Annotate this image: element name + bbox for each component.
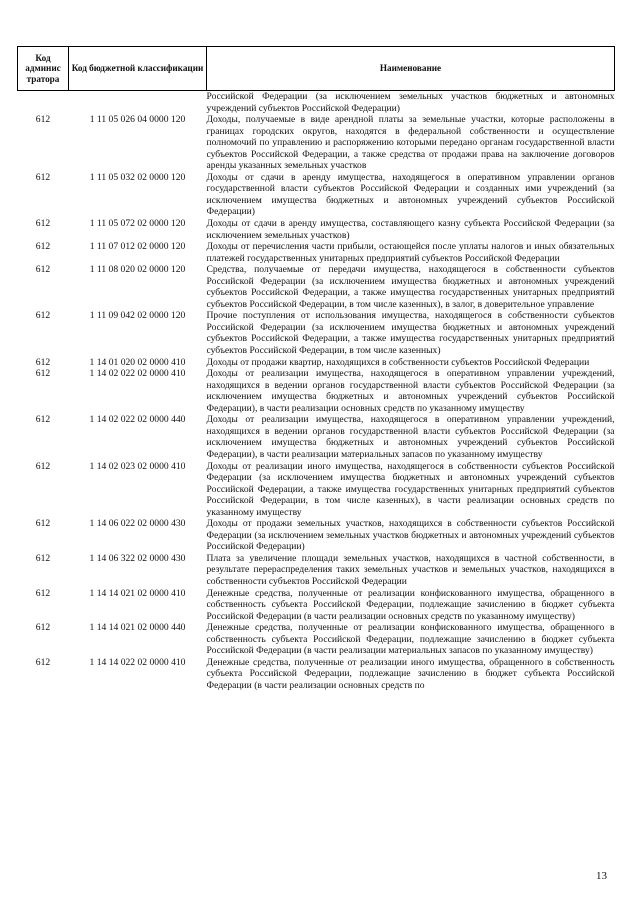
admin-code-cell: 612 <box>35 368 51 380</box>
table-row <box>18 657 615 692</box>
admin-code-cell: 612 <box>35 460 51 472</box>
table-row <box>18 310 615 356</box>
budget-code-cell: 1 14 02 022 02 0000 410 <box>89 368 186 380</box>
revenue-code-table <box>17 46 615 691</box>
budget-code-cell: 1 11 08 020 02 0000 120 <box>89 264 186 276</box>
name-cell: Денежные средства, полученные от реализации конфискованного имущества, обращенного в собственность субъекта Российской Федерации, подлежащие зачислению в бюджет субъекта Российской Федерации (в части реализации материальных запасов по указанному имуществу) <box>206 622 615 657</box>
budget-code-cell: 1 14 02 023 02 0000 410 <box>89 460 186 472</box>
budget-code-cell: 1 11 05 026 04 0000 120 <box>89 114 186 126</box>
budget-code-cell: 1 14 01 020 02 0000 410 <box>89 356 186 368</box>
name-cell: Российской Федерации (за исключением земельных участков бюджетных и автономных учреждений субъектов Российской Федерации) <box>206 91 615 114</box>
table-row <box>18 218 615 241</box>
budget-code-cell: 1 14 02 022 02 0000 440 <box>89 414 186 426</box>
table-row <box>18 91 615 115</box>
table-row <box>18 241 615 264</box>
table-row <box>18 553 615 588</box>
name-cell: Доходы от сдачи в аренду имущества, находящегося в оперативном управлении органов государственной власти субъектов Российской Федерации и созданных ими учреждений (за исключением имущества бюджетных и автономных учреждений субъектов Российской Федерации) <box>206 171 615 218</box>
budget-code-cell <box>69 91 207 115</box>
table-row <box>18 172 615 218</box>
name-cell: Доходы от реализации имущества, находящегося в оперативном управлении учреждений, находящихся в ведении органов государственной власти субъектов Российской Федерации (за исключением имущества бюджетных и автономных учреждений субъектов Российской Федерации), в части реализации материальных запасов по указанному имуществу <box>206 414 615 460</box>
header-budget-code: Код бюджетной классификации <box>69 47 207 91</box>
admin-code-cell: 612 <box>35 264 51 276</box>
budget-code-cell: 1 11 05 072 02 0000 120 <box>89 218 186 230</box>
name-cell: Доходы от сдачи в аренду имущества, составляющего казну субъекта Российской Федерации (за исключением земельных участков) <box>206 218 615 241</box>
name-cell: Прочие поступления от использования имущества, находящегося в собственности субъектов Российской Федерации (за исключением имущества бюджетных и автономных учреждений субъектов Российской Федерации, а также имущества государственных унитарных предприятий субъектов Российской Федерации, в том числе казенных) <box>206 310 615 357</box>
admin-code-cell: 612 <box>35 622 51 634</box>
budget-code-cell: 1 11 09 042 02 0000 120 <box>89 310 186 322</box>
name-cell: Доходы от реализации имущества, находящегося в оперативном управлении учреждений, находящихся в ведении органов государственной власти субъектов Российской Федерации (за исключением имущества бюджетных и автономных учреждений субъектов Российской Федерации), в части реализации основных средств по указанному имуществу <box>206 368 615 414</box>
header-admin-code: Код админис тратора <box>18 47 69 91</box>
table-row <box>18 588 615 623</box>
admin-code-cell: 612 <box>35 356 51 368</box>
admin-code-cell: 612 <box>35 414 51 426</box>
name-cell: Плата за увеличение площади земельных участков, находящихся в частной собственности, в результате перераспределения таких земельных участков и земельных участков, находящихся в собственности субъектов Российской Федерации <box>206 552 615 587</box>
admin-code-cell: 612 <box>35 587 51 599</box>
admin-code-cell <box>18 91 69 115</box>
budget-code-cell: 1 11 05 032 02 0000 120 <box>89 171 186 183</box>
budget-code-cell: 1 14 14 021 02 0000 410 <box>89 587 186 599</box>
table-row <box>18 114 615 172</box>
admin-code-cell: 612 <box>35 218 51 230</box>
budget-code-cell: 1 14 06 322 02 0000 430 <box>89 552 186 564</box>
table-row <box>18 368 615 414</box>
admin-code-cell: 612 <box>35 310 51 322</box>
page-number: 13 <box>596 870 607 882</box>
table-header-row <box>18 47 615 91</box>
table-row <box>18 461 615 519</box>
admin-code-cell: 612 <box>35 241 51 253</box>
admin-code-cell: 612 <box>35 656 51 668</box>
name-cell: Средства, получаемые от передачи имущества, находящегося в собственности субъектов Российской Федерации (за исключением имущества бюджетных и автономных учреждений субъектов Российской Федерации, а также имущества государственных унитарных предприятий субъектов Российской Федерации, в том числе казенных), в залог, в доверительное управление <box>206 264 615 310</box>
table-row <box>18 622 615 657</box>
admin-code-cell: 612 <box>35 114 51 126</box>
budget-code-cell: 1 14 14 021 02 0000 440 <box>89 622 186 634</box>
name-cell: Доходы от продажи земельных участков, находящихся в собственности субъектов Российской Федерации (за исключением земельных участков бюджетных и автономных учреждений субъектов Российской Федерации) <box>206 518 615 553</box>
admin-code-cell: 612 <box>35 552 51 564</box>
name-cell: Доходы от перечисления части прибыли, остающейся после уплаты налогов и иных обязательных платежей государственных унитарных предприятий субъектов Российской Федерации <box>206 241 615 264</box>
budget-code-cell: 1 11 07 012 02 0000 120 <box>89 241 186 253</box>
admin-code-cell: 612 <box>35 171 51 183</box>
name-cell: Денежные средства, полученные от реализации иного имущества, обращенного в собственность субъекта Российской Федерации, подлежащие зачислению в бюджет субъекта Российской Федерации (в части реализации основных средств по <box>206 656 615 691</box>
table-row <box>18 264 615 310</box>
budget-code-cell: 1 14 06 022 02 0000 430 <box>89 518 186 530</box>
budget-code-cell: 1 14 14 022 02 0000 410 <box>89 656 186 668</box>
table-row <box>18 414 615 460</box>
table-row <box>18 518 615 553</box>
header-name: Наименование <box>207 47 615 91</box>
admin-code-cell: 612 <box>35 518 51 530</box>
name-cell: Доходы, получаемые в виде арендной платы за земельные участки, которые расположены в границах городских округов, находятся в федеральной собственности и осуществление полномочий по управлению и распоряжению которыми передано органам государственной власти субъектов Российской Федерации, а также средства от продажи права на заключение договоров аренды указанных земельных участков <box>206 114 615 172</box>
table-body <box>18 91 615 692</box>
name-cell: Доходы от реализации иного имущества, находящегося в собственности субъектов Российской Федерации (за исключением имущества бюджетных и автономных учреждений субъектов Российской Федерации, а также имущества государственных унитарных предприятий субъектов Российской Федерации, в том числе казенных), в части реализации основных средств по указанному имуществу <box>206 460 615 518</box>
table-row <box>18 357 615 369</box>
name-cell: Доходы от продажи квартир, находящихся в собственности субъектов Российской Федерации <box>206 356 590 368</box>
name-cell: Денежные средства, полученные от реализации конфискованного имущества, обращенного в собственность субъекта Российской Федерации, подлежащие зачислению в бюджет субъекта Российской Федерации (в части реализации основных средств по указанному имуществу) <box>206 587 615 622</box>
